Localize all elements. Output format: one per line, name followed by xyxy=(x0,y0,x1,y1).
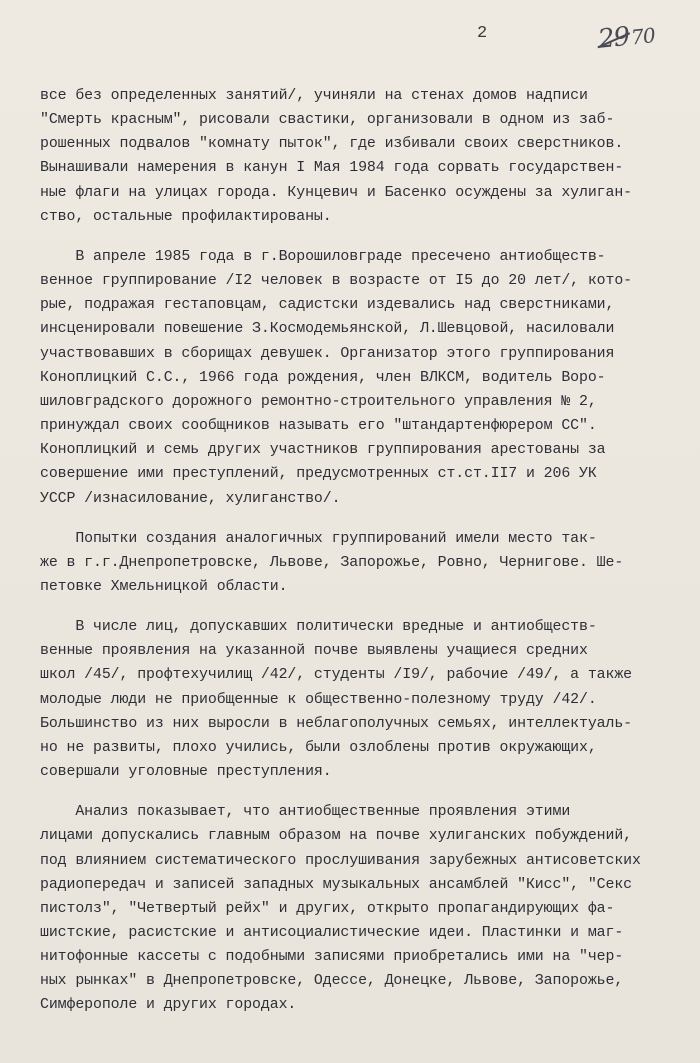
text-line: школ /45/, профтехучилищ /42/, студенты /I9/, рабочие /49/, а также xyxy=(40,667,633,684)
page-number: 2 xyxy=(477,24,488,43)
text-line: совершали уголовные преступления. xyxy=(40,764,332,781)
text-line: но не развиты, плохо учились, были озлоблены против окружающих, xyxy=(40,739,597,756)
text-line: Большинство из них выросли в неблагополучных семьях, интеллектуаль- xyxy=(40,715,633,732)
text-line: Симферополе и других городах. xyxy=(40,997,297,1014)
text-line: рошенных подвалов "комнату пыток", где избивали своих сверстников. xyxy=(40,136,624,153)
text-line: радиопередач и записей западных музыкальных ансамблей "Кисс", "Секс xyxy=(40,876,633,893)
text-line: ство, остальные профилактированы. xyxy=(40,208,332,225)
text-line: нитофонные кассеты с подобными записями приобретались ими на "чер- xyxy=(40,949,624,966)
text-line: ных рынках" в Днепропетровске, Одессе, Донецке, Львове, Запорожье, xyxy=(40,973,624,990)
text-line: Вынашивали намерения в канун I Мая 1984 года сорвать государствен- xyxy=(40,160,624,177)
text-line: под влиянием систематического прослушивания зарубежных антисоветских xyxy=(40,852,641,869)
text-line: шиловградского дорожного ремонтно-строительного управления № 2, xyxy=(40,393,597,410)
text-line: венное группирование /I2 человек в возрасте от I5 до 20 лет/, кото- xyxy=(40,273,633,290)
text-line: УССР /изнасилование, хулиганство/. xyxy=(40,490,341,507)
text-line: инсценировали повешение З.Космодемьянской, Л.Шевцовой, насиловали xyxy=(40,321,615,338)
crossed-out-archive-number: 29 xyxy=(596,21,631,55)
text-line: лицами допускались главным образом на почве хулиганских побуждений, xyxy=(40,828,633,845)
text-line: все без определенных занятий/, учиняли на стенах домов надписи xyxy=(40,88,588,104)
text-line: молодые люди не приобщенные к общественно-полезному труду /42/. xyxy=(40,691,597,708)
text-line: В апреле 1985 года в г.Ворошиловграде пресечено антиобществ- xyxy=(40,248,606,265)
text-line: ные флаги на улицах города. Кунцевич и Басенко осуждены за хулиган- xyxy=(40,184,633,201)
text-line: Анализ показывает, что антиобщественные проявления этими xyxy=(40,804,571,821)
handwritten-archive-number xyxy=(597,19,656,55)
paragraph-4 xyxy=(40,615,700,784)
text-line: участвовавших в сборищах девушек. Организатор этого группирования xyxy=(40,345,615,362)
text-line: пистолз", "Четвертый рейх" и других, открыто пропагандирующих фа- xyxy=(40,900,615,917)
paragraph-5 xyxy=(40,800,700,1017)
document-body xyxy=(40,84,700,1018)
text-line: же в г.г.Днепропетровске, Львове, Запорожье, Ровно, Чернигове. Ше- xyxy=(40,554,624,571)
text-line: венные проявления на указанной почве выявлены учащиеся средних xyxy=(40,643,588,660)
text-line: Коноплицкий и семь других участников группирования арестованы за xyxy=(40,442,606,459)
text-line: Коноплицкий С.С., 1966 года рождения, член ВЛКСМ, водитель Воро- xyxy=(40,369,606,386)
text-line: принуждал своих сообщников называть его "штандартенфюрером СС". xyxy=(40,418,597,435)
text-line: рые, подражая гестаповцам, садистски издевались над сверстниками, xyxy=(40,297,615,314)
current-archive-number: 70 xyxy=(629,23,656,50)
text-line: шистские, расистские и антисоциалистические идеи. Пластинки и маг- xyxy=(40,925,624,941)
paragraph-3 xyxy=(40,527,700,599)
text-line: петовке Хмельницкой области. xyxy=(40,578,288,595)
paragraph-1 xyxy=(40,84,700,229)
text-line: В числе лиц, допускавших политически вредные и антиобществ- xyxy=(40,619,597,636)
text-line: "Смерть красным", рисовали свастики, организовали в одном из заб- xyxy=(40,112,615,129)
text-line: Попытки создания аналогичных группирований имели место так- xyxy=(40,530,597,547)
paragraph-2 xyxy=(40,245,700,511)
text-line: совершение ими преступлений, предусмотренных ст.ст.II7 и 206 УК xyxy=(40,466,597,483)
